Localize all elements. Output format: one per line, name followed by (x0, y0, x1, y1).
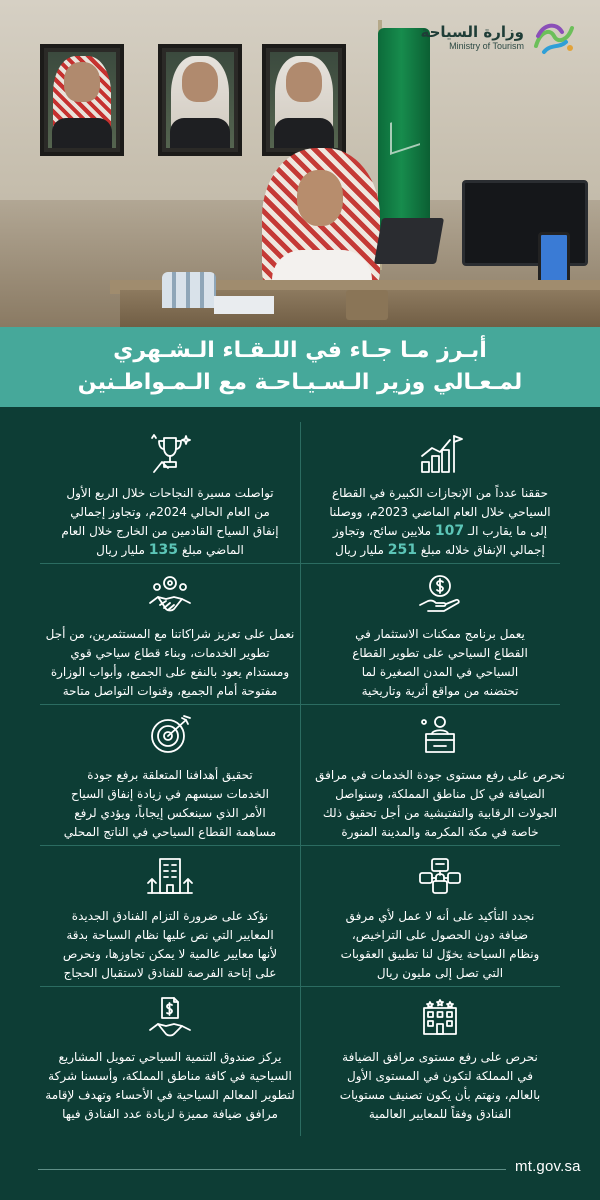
card-line: حققنا عدداً من الإنجازات الكبيرة في القطاع (332, 486, 548, 500)
card-line: ومستدام يعود بالنفع على الجميع، وأبواب الوزارة (50, 665, 290, 679)
header-photo (0, 0, 600, 327)
card-line: تطوير الخدمات، وبناء قطاع سياحي قوي (70, 646, 270, 660)
water-bottles (162, 272, 216, 308)
logo-arabic: وزارة السياحة (420, 22, 524, 41)
card-line: ونظام السياحة يخوّل لنا تطبيق العقوبات (340, 947, 540, 961)
card-line: إنفاق السياح القادمين من الخارج خلال العام (61, 524, 279, 538)
target-arrow-icon (146, 714, 194, 756)
card-text (45, 625, 295, 701)
card-text (45, 907, 295, 983)
title-line-2: لمـعـالي وزير الـسـيـاحـة مع الـمـواطـنين (77, 370, 523, 395)
card-line: القطاع السياحي على تطوير القطاع (352, 646, 528, 660)
card-line: خاصة في مكة المكرمة والمدينة المنورة (341, 825, 539, 839)
card-line: إلى ما يقارب الـ 107 ملايين سائح، وتجاوز (332, 523, 548, 539)
grid-divider-vertical (300, 422, 301, 1136)
card-line: السياحي خلال العام الماضي 2023م، ووصلنا (329, 505, 551, 519)
highlight-number: 251 (387, 542, 417, 558)
card-text (315, 1048, 565, 1124)
card-line: التي تصل إلى مليون ريال (376, 966, 504, 980)
card-line: لتطوير المعالم السياحية في الأحساء وتهدف لإقامة (45, 1088, 295, 1102)
card-line: على إتاحة الفرصة للفنادق لاستقبال الحجاج (63, 966, 277, 980)
handshake-partners-icon (146, 573, 194, 615)
card-line: الضيافة في كل مناطق المملكة، وسنواصل (335, 787, 545, 801)
card-text (45, 1048, 295, 1124)
card-line: نعمل على تعزيز شراكاتنا مع المستثمرين، من أجل (45, 627, 295, 641)
card-line: تواصلت مسيرة النجاحات خلال الربع الأول (66, 486, 274, 500)
card-line: الماضي مبلغ 135 مليار ريال (96, 542, 244, 558)
title-banner (0, 327, 600, 407)
logo-english: Ministry of Tourism (449, 40, 524, 51)
hand-coin-investment-icon (416, 573, 464, 615)
card-line: نحرص على رفع مستوى جودة الخدمات في مرافق (315, 768, 565, 782)
card-line: إجمالي الإنفاق خلاله مبلغ 251 مليار ريال (335, 542, 545, 558)
card-line: في المملكة لتكون في المستوى الأول (347, 1069, 533, 1083)
logo-text (420, 23, 524, 52)
card-line: الجولات الرقابية والتفتيشية من أجل تحقيق ذلك (322, 806, 558, 820)
card-line: الأمر الذي سينعكس إيجاباً، ويؤدي لرفع (74, 806, 266, 820)
card-line: نؤكد على ضرورة التزام الفنادق الجديدة (71, 909, 269, 923)
fund-handshake-icon (146, 996, 194, 1038)
info-card-investment-program (310, 563, 570, 701)
card-text (315, 907, 565, 983)
tourism-logo-icon (532, 18, 576, 56)
info-card-hotel-standards (40, 845, 300, 983)
info-card-goals (40, 704, 300, 842)
info-card-achievements (310, 422, 570, 560)
license-lock-icon (416, 855, 464, 897)
card-line: لأنها معايير عالمية لا يمكن تجاوزها، ونحرص (62, 947, 278, 961)
pen-holder (346, 290, 388, 320)
highlight-number: 135 (148, 542, 179, 558)
minister-face (297, 170, 343, 226)
footer-divider (38, 1169, 506, 1170)
desk-tablet (374, 218, 444, 264)
ministry-logo[interactable] (420, 18, 576, 56)
hotel-rating-icon (416, 996, 464, 1038)
info-card-licensing (310, 845, 570, 983)
portrait-frame-2 (158, 44, 242, 156)
card-line: السياحي في المدن الصغيرة لما (361, 665, 519, 679)
growth-chart-flag-icon (416, 432, 464, 474)
card-line: يركز صندوق التنمية السياحي تمويل المشاريع (58, 1050, 282, 1064)
card-line: تحتضنه من مواقع أثرية وتاريخية (361, 684, 519, 698)
card-line: تحقيق أهدافنا المتعلقة برفع جودة (87, 768, 253, 782)
reception-service-icon (416, 714, 464, 756)
portrait-frame-3 (262, 44, 346, 156)
card-text (315, 766, 565, 842)
card-line: بالعالم، ونهتم بأن يكون تصنيف مستويات (339, 1088, 541, 1102)
card-line: السياحية في كافة مناطق المملكة، وأسسنا شركة (48, 1069, 292, 1083)
footer (0, 1148, 600, 1200)
info-card-hotel-rating (310, 986, 570, 1124)
card-text (45, 766, 295, 842)
card-line: مساهمة القطاع السياحي في الناتج المحلي (63, 825, 277, 839)
card-line: المعايير التي نص عليها نظام السياحة بدقة (66, 928, 274, 942)
desk-papers (214, 296, 274, 314)
card-text (315, 625, 565, 701)
website-link[interactable]: mt.gov.sa (515, 1158, 581, 1175)
card-line: الفنادق وفقاً للمعايير العالمية (368, 1107, 512, 1121)
card-line: مرافق ضيافة مميزة لزيادة عدد الفنادق فيها (62, 1107, 278, 1121)
trophy-award-icon (146, 432, 194, 474)
card-line: ضيافة دون الحصول على التراخيص، (351, 928, 529, 942)
info-card-partnerships (40, 563, 300, 701)
card-text (315, 484, 565, 560)
portrait-frame-1 (40, 44, 124, 156)
title-line-1: أبـرز مـا جـاء في اللـقـاء الـشـهري (113, 338, 487, 363)
card-line: من العام الحالي 2024م، وتجاوز إجمالي (70, 505, 270, 519)
card-line: نجدد التأكيد على أنه لا عمل لأي مرفق (345, 909, 535, 923)
highlight-number: 107 (434, 523, 465, 539)
card-text (45, 484, 295, 560)
info-card-service-quality (310, 704, 570, 842)
card-line: الخدمات سيسهم في زيادة إنفاق السياح (71, 787, 269, 801)
card-line: يعمل برنامج ممكنات الاستثمار في (355, 627, 525, 641)
card-line: نحرص على رفع مستوى مرافق الضيافة (342, 1050, 538, 1064)
info-card-q1-success (40, 422, 300, 560)
hotel-building-icon (146, 855, 194, 897)
card-line: مفتوحة أمام الجميع، وقنوات التواصل متاحة (62, 684, 278, 698)
info-card-tourism-fund (40, 986, 300, 1124)
